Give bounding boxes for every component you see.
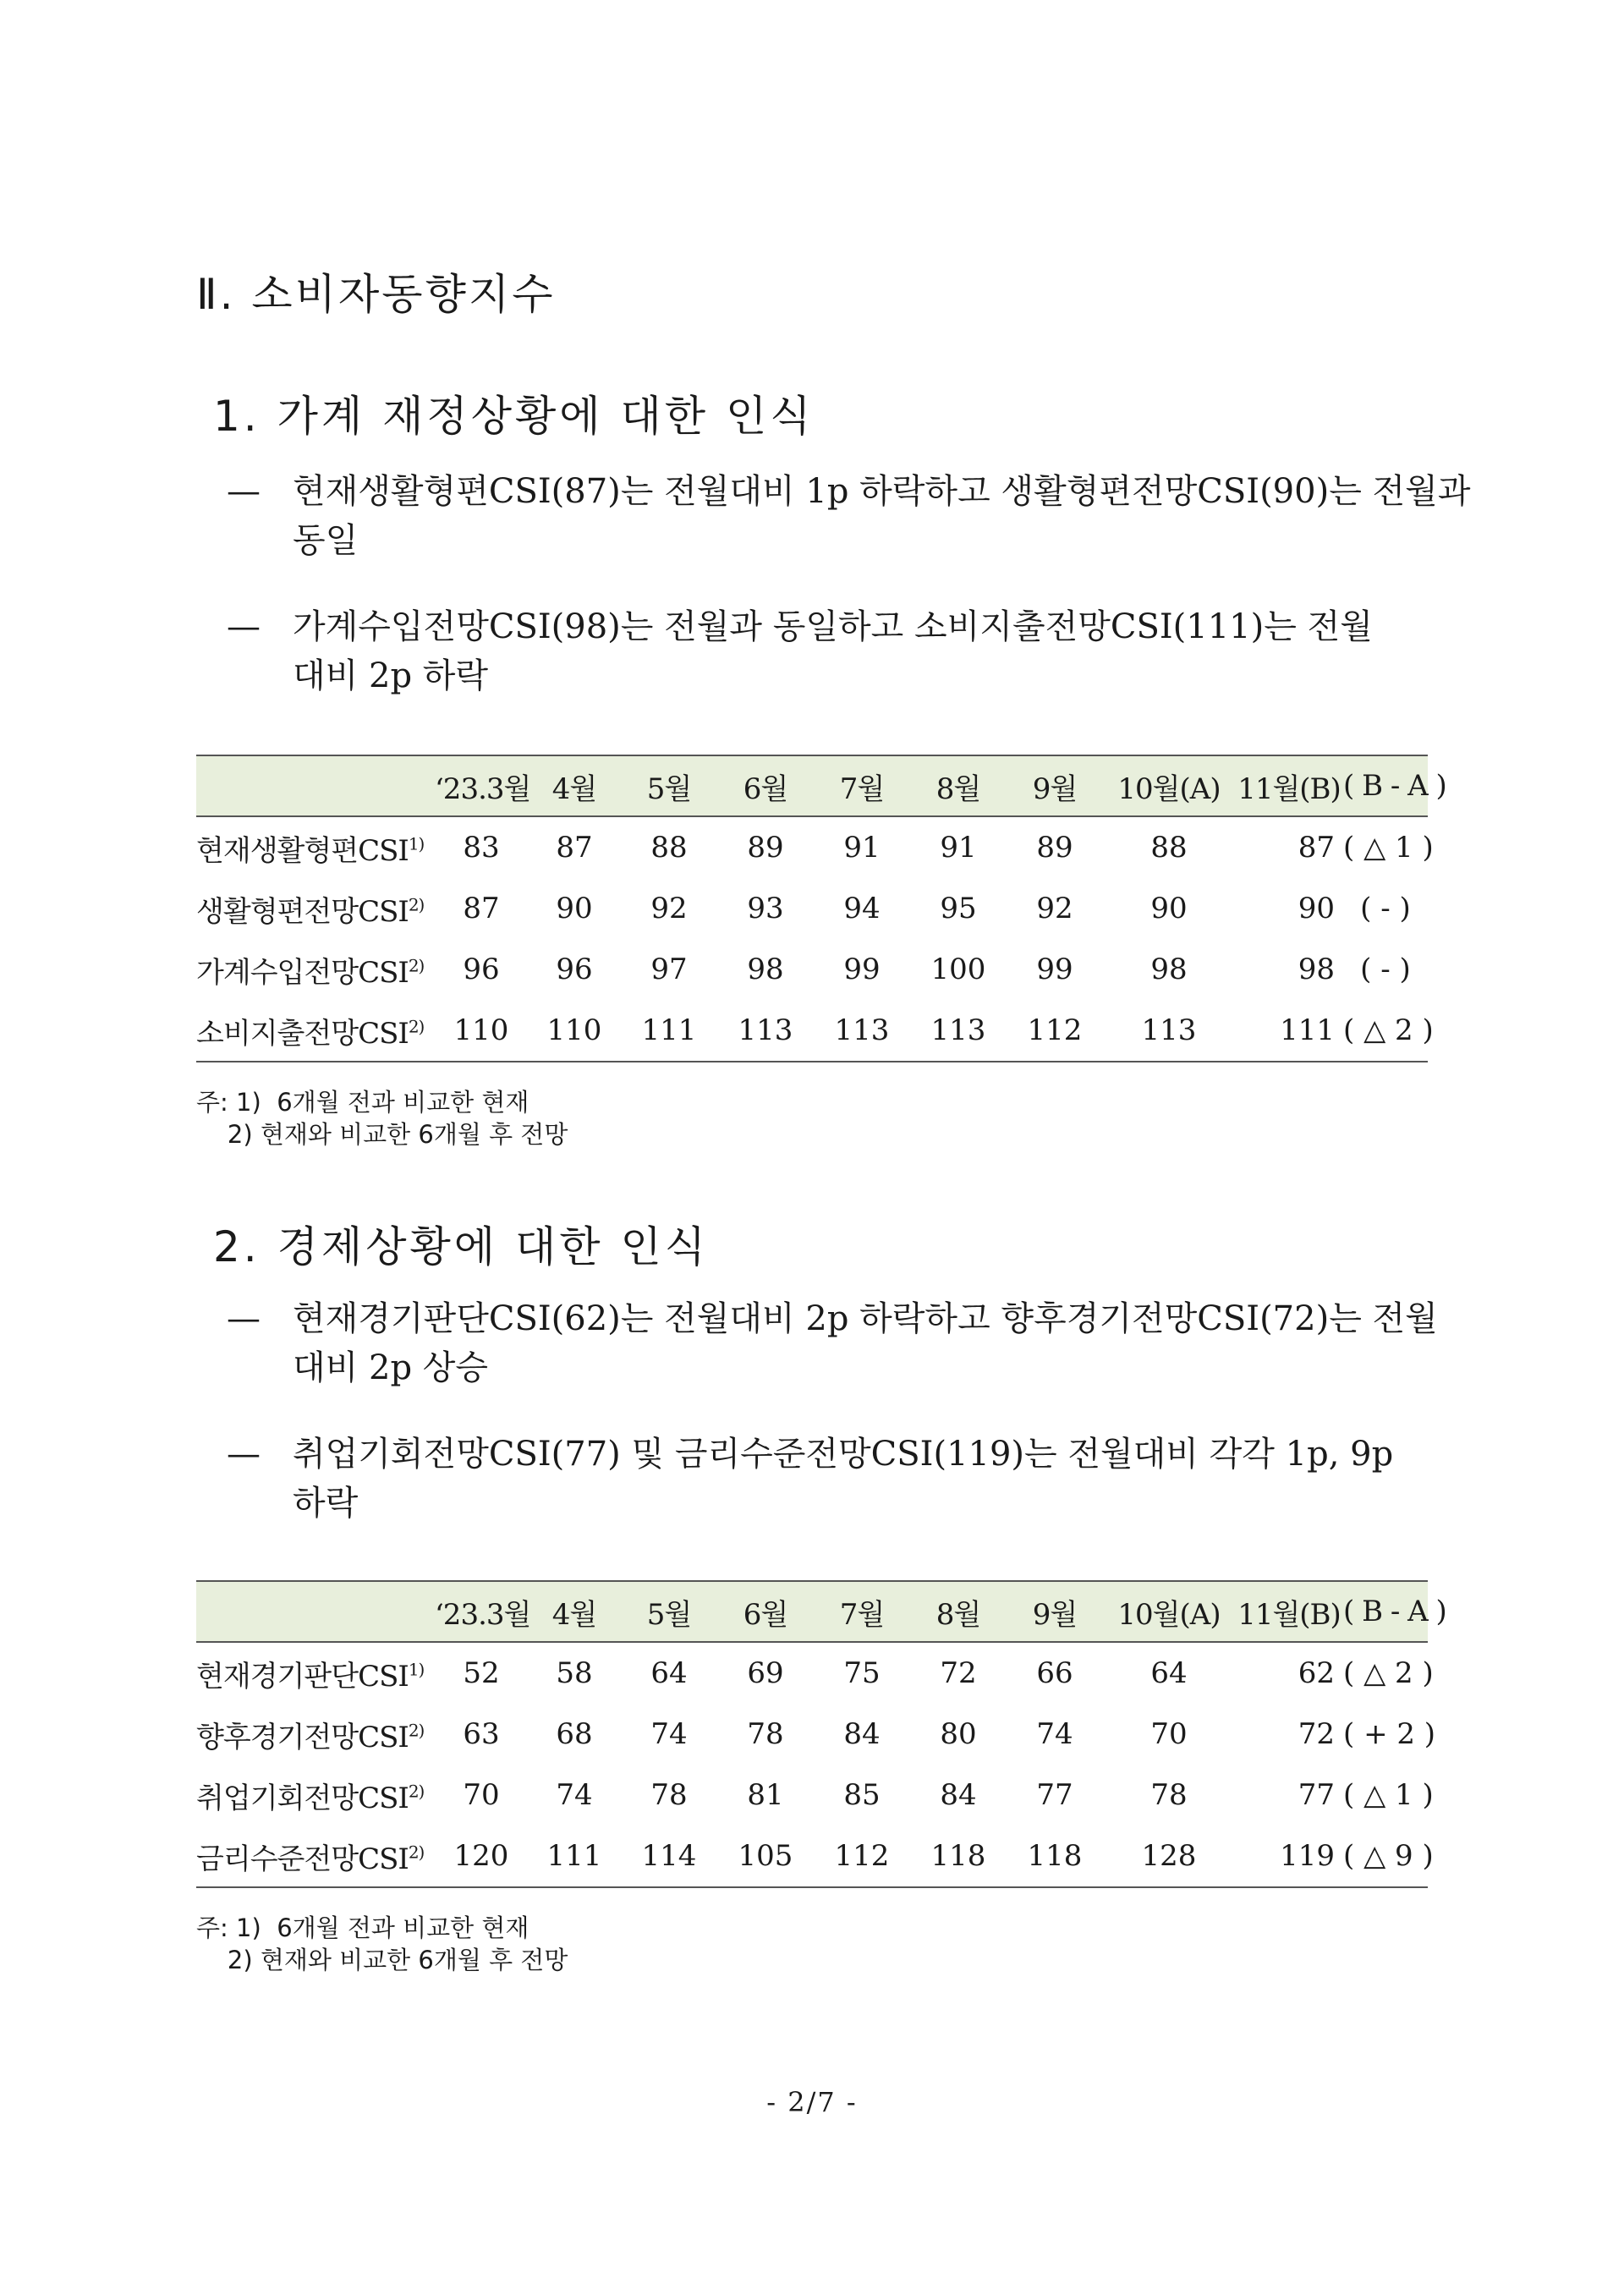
- table-cell: 87: [556, 831, 593, 865]
- table-cell: 74: [1036, 1717, 1073, 1751]
- section-1-title: 1. 가계 재정상황에 대한 인식: [213, 392, 815, 441]
- table-cell: 77: [1036, 1778, 1073, 1812]
- table-cell: 74: [556, 1778, 593, 1812]
- column-header: 8월: [910, 755, 1007, 816]
- table-cell: 52: [463, 1656, 500, 1690]
- economic-conditions-csi-table: [196, 1580, 1446, 1888]
- change-cell: ( △ 9 ): [1343, 1826, 1428, 1887]
- footnote-marker: 2): [408, 1842, 425, 1863]
- row-label: 현재경기판단CSI$^{1)}$: [196, 1659, 425, 1694]
- table-cell: 78: [1150, 1778, 1188, 1812]
- bullet-line: 취업기회전망CSI(77) 및 금리수준전망CSI(119)는 전월대비 각각 1p, 9p: [293, 1435, 1394, 1474]
- table-cell: 83: [463, 831, 500, 865]
- section-1-bullet-1: [227, 467, 1471, 565]
- table-2-footnotes: [196, 1912, 568, 1976]
- table-cell: 112: [814, 1826, 910, 1887]
- table-cell: 87: [1298, 831, 1335, 865]
- footnote: 2) 현재와 비교한 6개월 후 전망: [196, 1946, 568, 1974]
- table-row: [196, 816, 1428, 878]
- column-header: 9월: [1007, 755, 1103, 816]
- section-1-bullet-2: [227, 602, 1445, 700]
- footnote-marker: 2): [408, 1016, 425, 1037]
- row-label: 취업기회전망CSI$^{2)}$: [196, 1781, 425, 1815]
- section-2-bullet-2: [227, 1430, 1445, 1528]
- row-label: 가계수입전망CSI$^{2)}$: [196, 955, 425, 990]
- table-row: [196, 1826, 1428, 1887]
- table-row: [196, 1704, 1428, 1765]
- bullet-dash: —: [227, 1299, 261, 1338]
- table-cell: 75: [843, 1656, 881, 1690]
- column-header: 4월: [528, 755, 621, 816]
- change-cell: ( △ 2 ): [1343, 1000, 1428, 1062]
- table-row: [196, 1000, 1428, 1062]
- column-header: [196, 755, 435, 816]
- change-cell: ( △ 2 ): [1343, 1656, 1434, 1690]
- table-cell: 84: [940, 1778, 977, 1812]
- bullet-line: 현재생활형편CSI(87)는 전월대비 1p 하락하고 생활형편전망CSI(90)는 전월과: [293, 472, 1471, 511]
- table-cell: 81: [747, 1778, 784, 1812]
- household-finance-csi-table: [196, 755, 1446, 1062]
- column-header: ( B - A ): [1343, 755, 1428, 816]
- table-cell: 64: [1150, 1656, 1188, 1690]
- change-cell: ( - ): [1360, 892, 1411, 925]
- table-cell: 70: [1150, 1717, 1188, 1751]
- page-number: - 2/7 -: [766, 2086, 858, 2118]
- table-cell: 92: [650, 892, 688, 925]
- table-cell: 98: [747, 953, 784, 986]
- table-cell: 70: [463, 1778, 500, 1812]
- table-cell: 85: [843, 1778, 881, 1812]
- column-header: 10월(A): [1103, 1581, 1235, 1642]
- column-header: 6월: [717, 755, 814, 816]
- table-cell: 77: [1298, 1778, 1335, 1812]
- table-cell: 68: [556, 1717, 593, 1751]
- table-cell: 88: [1150, 831, 1188, 865]
- bullet-line: 대비 2p 상승: [293, 1348, 489, 1387]
- table-cell: 92: [1036, 892, 1073, 925]
- table-cell: 100: [930, 953, 986, 986]
- bullet-line: 현재경기판단CSI(62)는 전월대비 2p 하락하고 향후경기전망CSI(72)는 전월: [293, 1299, 1438, 1338]
- table-cell: 97: [650, 953, 688, 986]
- column-header: 6월: [717, 1581, 814, 1642]
- table-row: [196, 1642, 1428, 1704]
- table-cell: 72: [1298, 1717, 1335, 1751]
- table-cell: 110: [435, 1000, 528, 1062]
- table-cell: 62: [1298, 1656, 1335, 1690]
- footnote-marker: 1): [408, 1659, 425, 1680]
- column-header: 11월(B): [1235, 755, 1343, 816]
- column-header: 5월: [621, 1581, 717, 1642]
- bullet-line: 동일: [293, 521, 359, 560]
- table-cell: 87: [463, 892, 500, 925]
- table-cell: 118: [910, 1826, 1007, 1887]
- table-cell: 63: [463, 1717, 500, 1751]
- table-row: [196, 878, 1428, 939]
- column-header: 11월(B): [1235, 1581, 1343, 1642]
- table-cell: 105: [717, 1826, 814, 1887]
- footnote-marker: 1): [408, 833, 425, 854]
- section-2-bullet-1: [227, 1294, 1445, 1392]
- chapter-title: Ⅱ. 소비자동향지수: [196, 270, 556, 319]
- footnote-marker: 2): [408, 1720, 425, 1741]
- table-cell: 94: [843, 892, 881, 925]
- table-cell: 98: [1298, 953, 1335, 986]
- bullet-line: 가계수입전망CSI(98)는 전월과 동일하고 소비지출전망CSI(111)는 전월: [293, 607, 1373, 646]
- table-cell: 112: [1007, 1000, 1103, 1062]
- bullet-dash: —: [227, 607, 261, 646]
- column-header: 5월: [621, 755, 717, 816]
- table-cell: 113: [814, 1000, 910, 1062]
- table-cell: 90: [1298, 892, 1335, 925]
- footnote-marker: 2): [408, 955, 425, 976]
- bullet-dash: —: [227, 1435, 261, 1474]
- column-header: 7월: [814, 755, 910, 816]
- table-cell: 89: [747, 831, 784, 865]
- table-cell: 120: [435, 1826, 528, 1887]
- table-cell: 118: [1007, 1826, 1103, 1887]
- table-cell: 91: [843, 831, 881, 865]
- table-header-row: [196, 755, 1428, 816]
- row-label: 향후경기전망CSI$^{2)}$: [196, 1720, 425, 1754]
- column-header: ‘23.3월: [435, 755, 528, 816]
- table-row: [196, 939, 1428, 1000]
- table-cell: 111: [528, 1826, 621, 1887]
- section-2-title: 2. 경제상황에 대한 인식: [213, 1222, 710, 1271]
- table-1-footnotes: [196, 1086, 568, 1150]
- column-header: 7월: [814, 1581, 910, 1642]
- table-cell: 114: [621, 1826, 717, 1887]
- table-cell: 110: [528, 1000, 621, 1062]
- footnote: 주: 1) 6개월 전과 비교한 현재: [196, 1913, 529, 1942]
- column-header: 10월(A): [1103, 755, 1235, 816]
- table-cell: 128: [1103, 1826, 1235, 1887]
- column-header: ‘23.3월: [435, 1581, 528, 1642]
- table-cell: 72: [940, 1656, 977, 1690]
- table-cell: 113: [1103, 1000, 1235, 1062]
- table-header-row: [196, 1581, 1428, 1642]
- change-cell: ( △ 1 ): [1343, 831, 1434, 865]
- column-header: 9월: [1007, 1581, 1103, 1642]
- column-header: ( B - A ): [1343, 1581, 1428, 1642]
- bullet-line: 하락: [293, 1484, 359, 1523]
- column-header: [196, 1581, 435, 1642]
- column-header: 4월: [528, 1581, 621, 1642]
- table-cell: 119: [1235, 1826, 1343, 1887]
- table-cell: 88: [650, 831, 688, 865]
- table-cell: 98: [1150, 953, 1188, 986]
- footnote-marker: 2): [408, 1781, 425, 1802]
- table-cell: 96: [463, 953, 500, 986]
- footnote: 주: 1) 6개월 전과 비교한 현재: [196, 1088, 529, 1117]
- table-cell: 113: [910, 1000, 1007, 1062]
- change-cell: ( - ): [1360, 953, 1411, 986]
- table-cell: 89: [1036, 831, 1073, 865]
- table-cell: 78: [747, 1717, 784, 1751]
- table-cell: 66: [1036, 1656, 1073, 1690]
- table-cell: 111: [1235, 1000, 1343, 1062]
- table-cell: 64: [650, 1656, 688, 1690]
- row-label: 금리수준전망CSI$^{2)}$: [196, 1826, 435, 1887]
- table-cell: 99: [843, 953, 881, 986]
- table-cell: 90: [556, 892, 593, 925]
- table-row: [196, 1765, 1428, 1826]
- table-cell: 96: [556, 953, 593, 986]
- table-cell: 95: [940, 892, 977, 925]
- bullet-line: 대비 2p 하락: [293, 656, 489, 695]
- change-cell: ( + 2 ): [1343, 1717, 1436, 1751]
- column-header: 8월: [910, 1581, 1007, 1642]
- footnote: 2) 현재와 비교한 6개월 후 전망: [196, 1120, 568, 1149]
- table-cell: 99: [1036, 953, 1073, 986]
- table-cell: 113: [717, 1000, 814, 1062]
- table-cell: 111: [621, 1000, 717, 1062]
- footnote-marker: 2): [408, 894, 425, 915]
- row-label: 현재생활형편CSI$^{1)}$: [196, 833, 425, 868]
- table-cell: 91: [940, 831, 977, 865]
- table-cell: 90: [1150, 892, 1188, 925]
- table-cell: 84: [843, 1717, 881, 1751]
- table-cell: 74: [650, 1717, 688, 1751]
- row-label: 생활형편전망CSI$^{2)}$: [196, 894, 425, 929]
- table-cell: 80: [940, 1717, 977, 1751]
- change-cell: ( △ 1 ): [1343, 1778, 1434, 1812]
- table-cell: 69: [747, 1656, 784, 1690]
- row-label: 소비지출전망CSI$^{2)}$: [196, 1000, 435, 1062]
- table-cell: 58: [556, 1656, 593, 1690]
- bullet-dash: —: [227, 472, 261, 511]
- table-cell: 93: [747, 892, 784, 925]
- table-cell: 78: [650, 1778, 688, 1812]
